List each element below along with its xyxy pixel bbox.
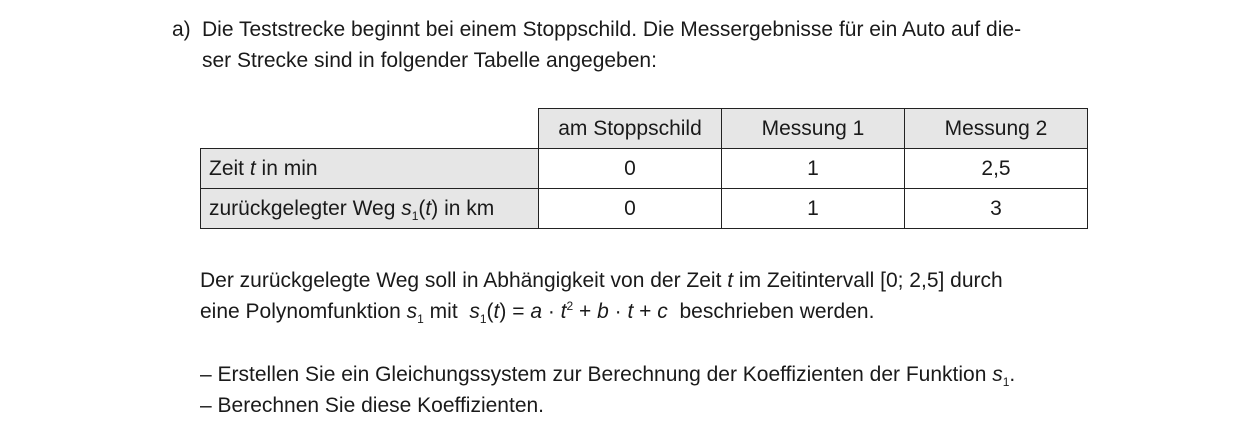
row2-label-pre: zurückgelegter Weg [209, 196, 402, 220]
row2-label-sub: 1 [411, 208, 419, 223]
formula-sub: 1 [479, 312, 487, 326]
description-line-1 [200, 265, 1003, 296]
desc-l1-post: im Zeitintervall [0; 2,5] durch [733, 269, 1003, 292]
desc-l1-pre: Der zurückgelegte Weg soll in Abhängigkeit von der Zeit [200, 269, 728, 292]
table-cell: 0 [539, 149, 722, 189]
row-label-zeit [201, 149, 539, 189]
formula-b: b [597, 300, 609, 323]
row1-label-post: in min [255, 156, 318, 180]
table-corner-cell [201, 109, 539, 149]
row1-label-var: t [249, 156, 256, 180]
task-list [200, 359, 1015, 421]
table-cell: 1 [722, 189, 905, 229]
task-intro [172, 14, 1021, 76]
intro-line-2: ser Strecke sind in folgender Tabelle angegeben: [202, 49, 657, 72]
table-cell: 2,5 [905, 149, 1088, 189]
table-header-row [201, 109, 1088, 149]
description-line-2 [200, 296, 1003, 327]
desc-l2-post: beschrieben werden. [673, 300, 875, 323]
row2-label-post: ) in km [431, 196, 495, 220]
table-row-weg [201, 189, 1088, 229]
intro-line-1 [172, 14, 1021, 45]
task1-fn: s [992, 363, 1003, 386]
table-row-zeit [201, 149, 1088, 189]
formula-a: a [530, 300, 542, 323]
task-item-1 [200, 359, 1015, 390]
row2-label-fn: s [401, 196, 412, 220]
table-cell: 0 [539, 189, 722, 229]
header-stoppschild: am Stoppschild [539, 109, 722, 149]
task1-post: . [1009, 363, 1016, 386]
formula-exp: 2 [566, 299, 574, 313]
task-label: a) [172, 18, 191, 41]
measurement-table [200, 108, 1088, 229]
formula-arg: t [493, 300, 500, 323]
intro-text-1: Die Teststrecke beginnt bei einem Stoppschild. Die Messergebnisse für ein Auto auf die- [202, 18, 1022, 41]
task1-sub: 1 [1002, 375, 1010, 389]
row1-label-pre: Zeit [209, 156, 250, 180]
row2-label-var: t [425, 196, 432, 220]
desc-l2-mid: mit [423, 300, 464, 323]
table-cell: 1 [722, 149, 905, 189]
description [200, 265, 1003, 327]
formula-fn: s [469, 300, 480, 323]
task1-pre: – Erstellen Sie ein Gleichungssystem zur Berechnung der Koeffizienten der Funktion [200, 363, 993, 386]
row2-label-open: ( [418, 196, 426, 220]
desc-l1-var: t [727, 269, 734, 292]
header-messung-1: Messung 1 [722, 109, 905, 149]
formula-t1: t [560, 300, 567, 323]
formula-t2: t [627, 300, 634, 323]
desc-l2-pre: eine Polynomfunktion [200, 300, 407, 323]
desc-fn-sub: 1 [417, 312, 424, 326]
table-cell: 3 [905, 189, 1088, 229]
row-label-weg [201, 189, 539, 229]
task-item-2: – Berechnen Sie diese Koeffizienten. [200, 394, 545, 417]
formula-c: c [657, 300, 668, 323]
desc-fn: s [406, 300, 418, 323]
header-messung-2: Messung 2 [905, 109, 1088, 149]
formula: $s_1(t) = a \cdot t^2 + b \cdot t + c$ [469, 299, 668, 326]
